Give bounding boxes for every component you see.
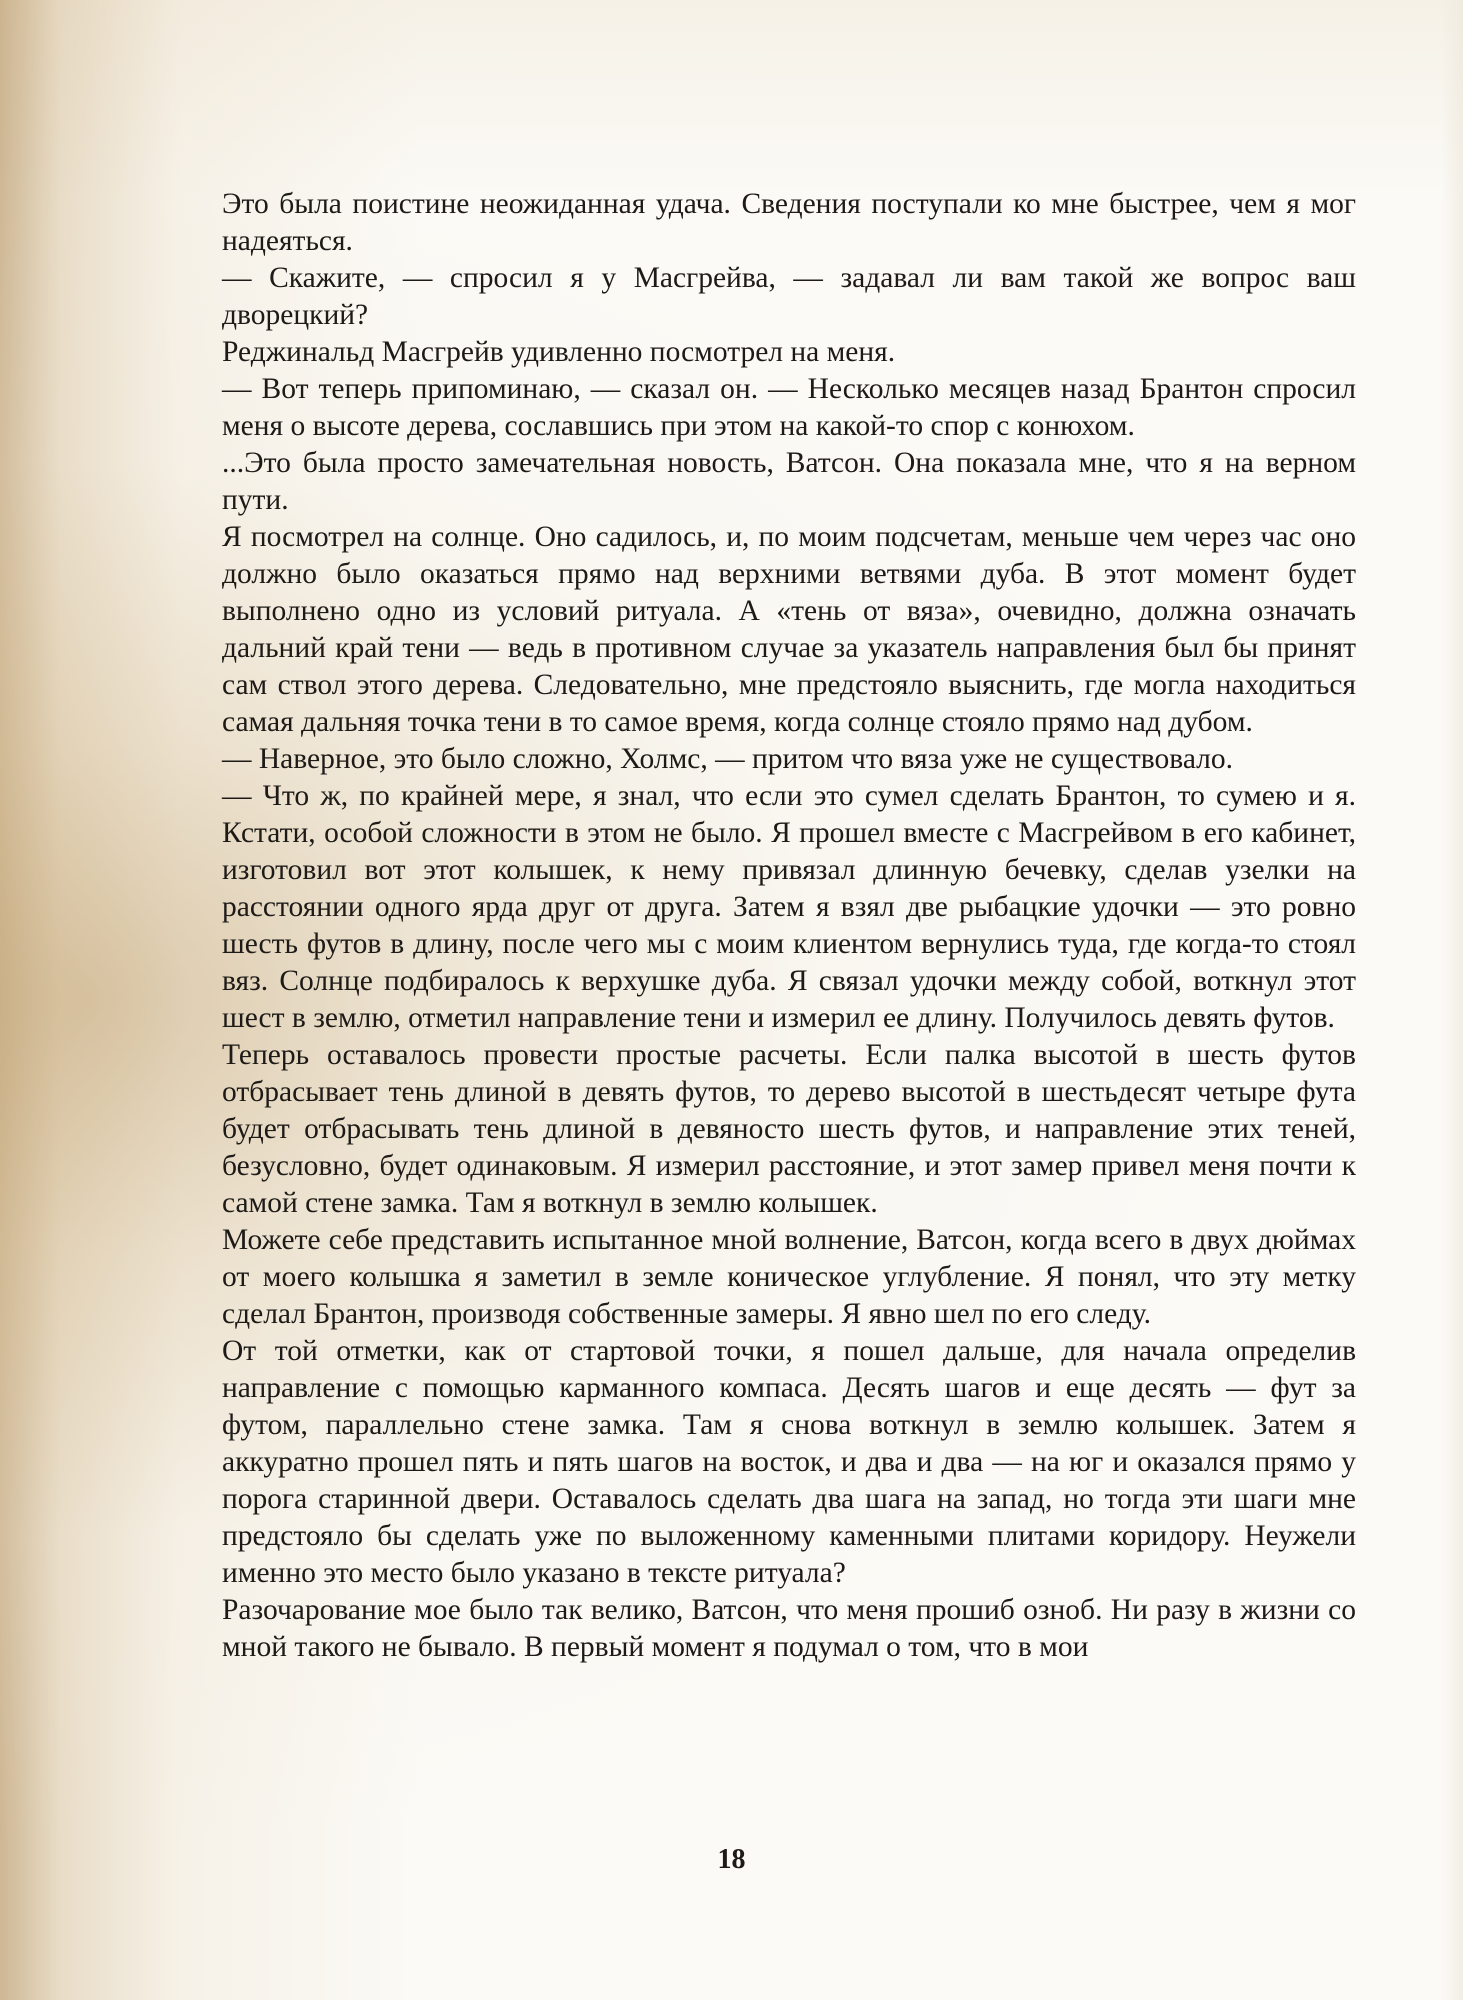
paragraph-11: От той отметки, как от стартовой точки, я пошел дальше, для начала определив направление с помощью карманного компаса. Десять шагов и еще десять — фут за футом, параллельно стене замка. Там я снова воткнул в землю колышек. Затем я аккуратно прошел пять и пять шагов на восток, и два и два — на юг и оказался прямо у порога старинной двери. Оставалось сделать два шага на запад, но тогда эти шаги мне предстояло бы сделать уже по выложенному каменными плитами коридору. Неужели именно это место было указано в тексте ритуала?	[222, 1335, 1356, 1589]
body-text	[222, 186, 1356, 1666]
paragraph-5: ...Это была просто замечательная новость, Ватсон. Она показала мне, что я на верном пути.	[222, 447, 1356, 516]
paragraph-8: — Что ж, по крайней мере, я знал, что если это сумел сделать Брантон, то сумею и я. Кстати, особой сложности в этом не было. Я прошел вместе с Масгрейвом в его кабинет, изготовил вот этот колышек, к нему привязал длинную бечевку, сделав узелки на расстоянии одного ярда друг от друга. Затем я взял две рыбацкие удочки — это ровно шесть футов в длину, после чего мы с моим клиентом вернулись туда, где когда-то стоял вяз. Солнце подбиралось к верхушке дуба. Я связал удочки между собой, воткнул этот шест в землю, отметил направление тени и измерил ее длину. Получилось девять футов.	[222, 780, 1356, 1034]
paragraph-9: Теперь оставалось провести простые расчеты. Если палка высотой в шесть футов отбрасывает тень длиной в девять футов, то дерево высотой в шестьдесят четыре фута будет отбрасывать тень длиной в девяносто шесть футов, и направление этих теней, безусловно, будет одинаковым. Я измерил расстояние, и этот замер привел меня почти к самой стене замка. Там я воткнул в землю колышек.	[222, 1039, 1356, 1219]
paragraph-4: — Вот теперь припоминаю, — сказал он. — Несколько месяцев назад Брантон спросил меня о высоте дерева, сославшись при этом на какой-то спор с конюхом.	[222, 373, 1356, 442]
paragraph-7: — Наверное, это было сложно, Холмс, — притом что вяза уже не существовало.	[222, 743, 1234, 775]
paragraph-3: Реджинальд Масгрейв удивленно посмотрел на меня.	[222, 336, 896, 368]
paragraph-1: Это была поистине неожиданная удача. Сведения поступали ко мне быстрее, чем я мог надеяться.	[222, 188, 1356, 257]
paragraph-10: Можете себе представить испытанное мной волнение, Ватсон, когда всего в двух дюймах от моего колышка я заметил в земле коническое углубление. Я понял, что эту метку сделал Брантон, производя собственные замеры. Я явно шел по его следу.	[222, 1224, 1356, 1330]
page-number: 18	[717, 1844, 746, 1875]
paragraph-12: Разочарование мое было так велико, Ватсон, что меня прошиб озноб. Ни разу в жизни со мной такого не бывало. В первый момент я подумал о том, что в мои	[222, 1594, 1356, 1663]
page-edge	[1441, 0, 1463, 2000]
paragraph-6: Я посмотрел на солнце. Оно садилось, и, по моим подсчетам, меньше чем через час оно должно было оказаться прямо над верхними ветвями дуба. В этот момент будет выполнено одно из условий ритуала. А «тень от вяза», очевидно, должна означать дальний край тени — ведь в противном случае за указатель направления был бы принят сам ствол этого дерева. Следовательно, мне предстояло выяснить, где могла находиться самая дальняя точка тени в то самое время, когда солнце стояло прямо над дубом.	[222, 521, 1356, 738]
paragraph-2: — Скажите, — спросил я у Масгрейва, — задавал ли вам такой же вопрос ваш дворецкий?	[222, 262, 1356, 331]
